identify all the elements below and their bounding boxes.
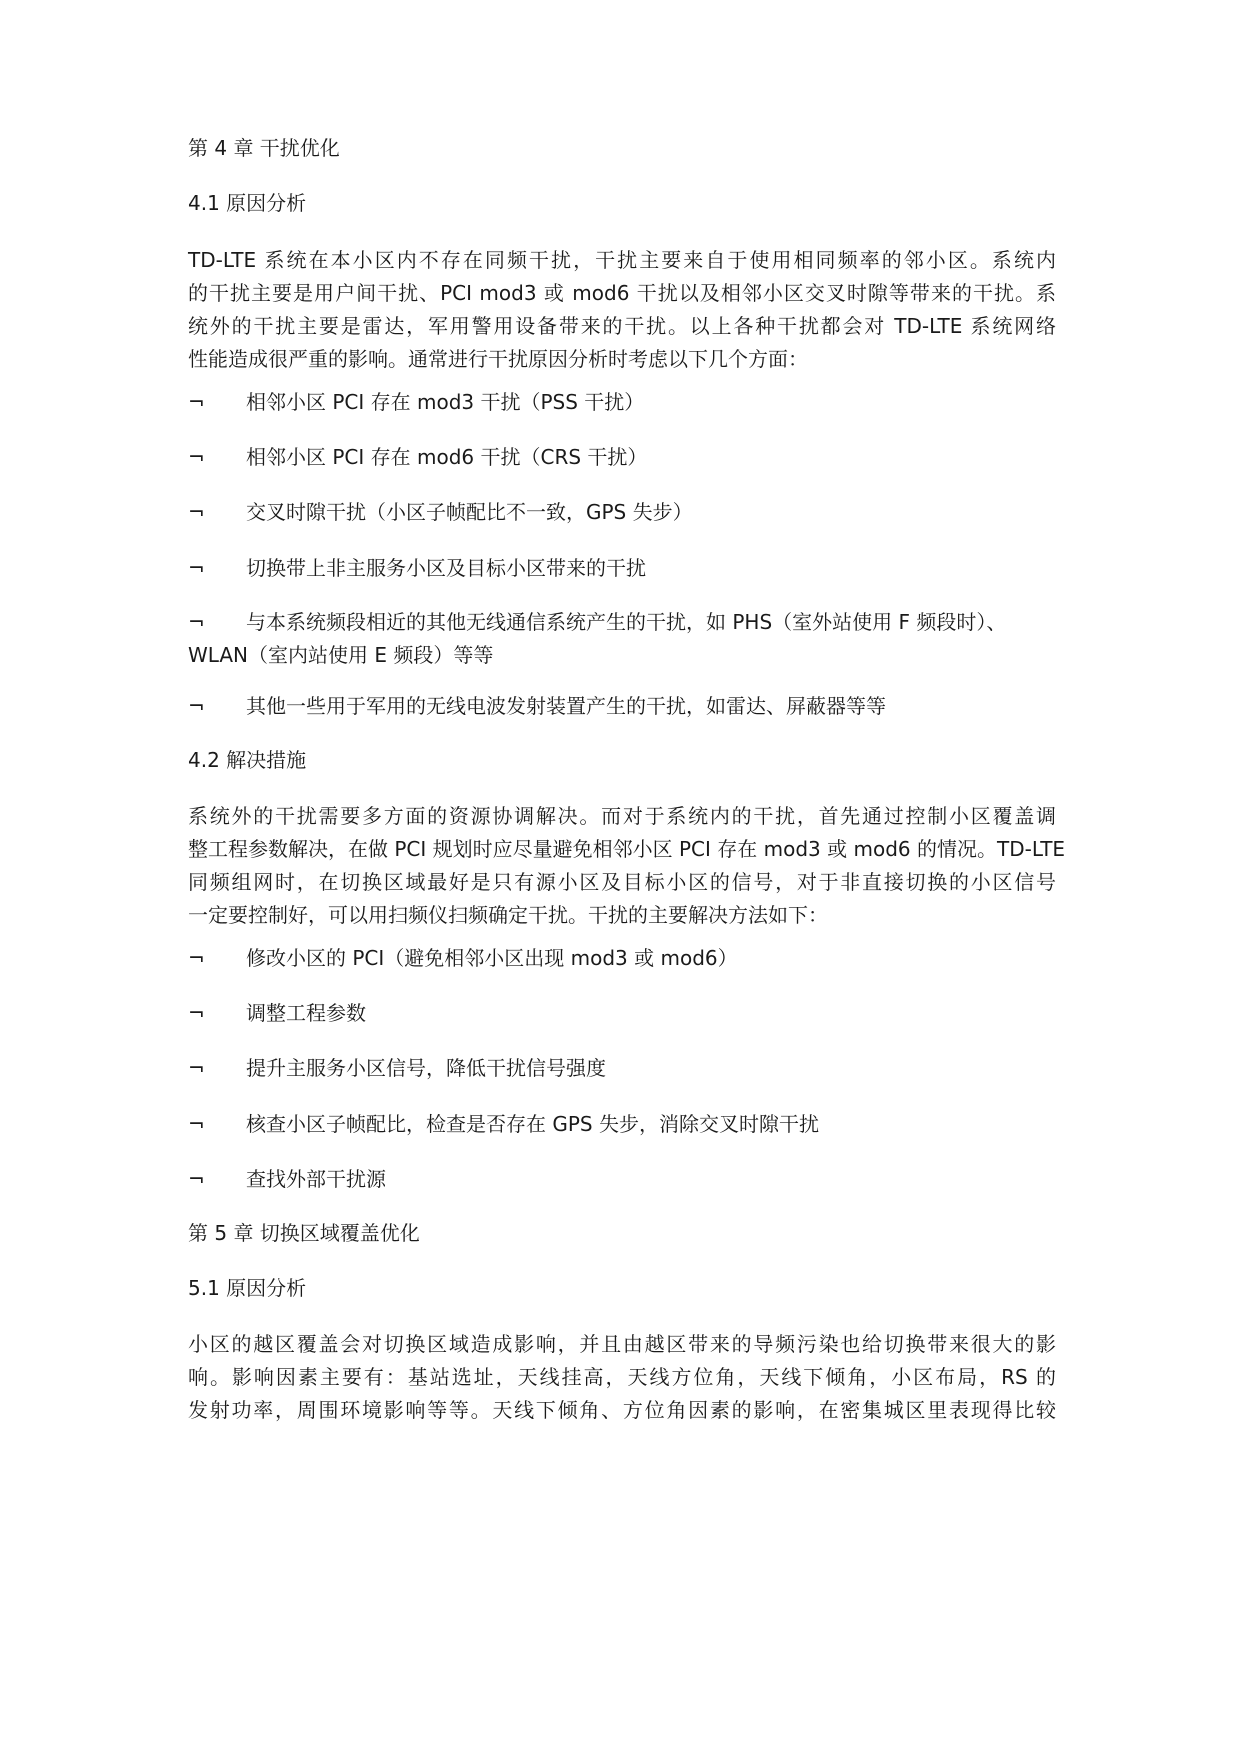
bullet-mark: ¬ bbox=[188, 556, 205, 580]
list-item bbox=[188, 690, 1056, 723]
list-item-text: 切换带上非主服务小区及目标小区带来的干扰 bbox=[246, 556, 646, 580]
list-item bbox=[188, 942, 1056, 975]
paragraph-line: 响。影响因素主要有：基站选址，天线挂高，天线方位角，天线下倾角，小区布局，RS 的 bbox=[188, 1365, 1056, 1389]
chapter-5-title: 第 5 章 切换区域覆盖优化 bbox=[188, 1221, 420, 1245]
bullet-mark: ¬ bbox=[188, 500, 205, 524]
list-item bbox=[188, 441, 1056, 474]
paragraph-line: TD-LTE 系统在本小区内不存在同频干扰，干扰主要来自于使用相同频率的邻小区。系统内 bbox=[188, 248, 1056, 272]
section-4-2-heading: 4.2 解决措施 bbox=[188, 748, 307, 772]
chapter-4-title: 第 4 章 干扰优化 bbox=[188, 136, 340, 160]
paragraph-line: 统外的干扰主要是雷达，军用警用设备带来的干扰。以上各种干扰都会对 TD-LTE 系统网络 bbox=[188, 314, 1056, 338]
paragraph-line: 整工程参数解决，在做 PCI 规划时应尽量避免相邻小区 PCI 存在 mod3 或 mod6 的情况。TD-LTE bbox=[188, 837, 1066, 861]
list-item-text: 交叉时隙干扰（小区子帧配比不一致，GPS 失步） bbox=[246, 500, 693, 524]
bullet-mark: ¬ bbox=[188, 445, 205, 469]
bullet-mark: ¬ bbox=[188, 1112, 205, 1136]
list-item-text: 其他一些用于军用的无线电波发射装置产生的干扰，如雷达、屏蔽器等等 bbox=[246, 694, 886, 718]
paragraph-line: 性能造成很严重的影响。通常进行干扰原因分析时考虑以下几个方面： bbox=[188, 347, 808, 371]
list-item bbox=[188, 1052, 1056, 1085]
bullet-mark: ¬ bbox=[188, 694, 205, 718]
bullet-mark: ¬ bbox=[188, 946, 205, 970]
bullet-mark: ¬ bbox=[188, 1001, 205, 1025]
paragraph-line: 同频组网时，在切换区域最好是只有源小区及目标小区的信号，对于非直接切换的小区信号 bbox=[188, 870, 1056, 894]
list-item-text-continuation: WLAN（室内站使用 E 频段）等等 bbox=[188, 643, 494, 667]
list-item-text: 提升主服务小区信号，降低干扰信号强度 bbox=[246, 1056, 606, 1080]
list-item bbox=[188, 1108, 1056, 1141]
list-item-text: 相邻小区 PCI 存在 mod6 干扰（CRS 干扰） bbox=[246, 445, 648, 469]
paragraph-line: 系统外的干扰需要多方面的资源协调解决。而对于系统内的干扰，首先通过控制小区覆盖调 bbox=[188, 804, 1056, 828]
list-item-text: 查找外部干扰源 bbox=[246, 1167, 386, 1191]
section-4-1-paragraph bbox=[188, 244, 1056, 376]
list-item bbox=[188, 386, 1056, 419]
list-item bbox=[188, 997, 1056, 1030]
section-4-2-paragraph bbox=[188, 800, 1066, 932]
bullet-mark: ¬ bbox=[188, 1167, 205, 1191]
list-item bbox=[188, 496, 1056, 529]
list-item bbox=[188, 552, 1056, 585]
section-5-1-paragraph bbox=[188, 1328, 1056, 1427]
list-item-text: 修改小区的 PCI（避免相邻小区出现 mod3 或 mod6） bbox=[246, 946, 738, 970]
bullet-mark: ¬ bbox=[188, 1056, 205, 1080]
bullet-mark: ¬ bbox=[188, 610, 205, 634]
list-item-text: 调整工程参数 bbox=[246, 1001, 366, 1025]
paragraph-line: 一定要控制好，可以用扫频仪扫频确定干扰。干扰的主要解决方法如下： bbox=[188, 903, 828, 927]
list-item bbox=[188, 606, 1056, 672]
list-item-text: 相邻小区 PCI 存在 mod3 干扰（PSS 干扰） bbox=[246, 390, 645, 414]
paragraph-line: 小区的越区覆盖会对切换区域造成影响，并且由越区带来的导频污染也给切换带来很大的影 bbox=[188, 1332, 1056, 1356]
section-4-1-heading: 4.1 原因分析 bbox=[188, 191, 307, 215]
list-item-text: 与本系统频段相近的其他无线通信系统产生的干扰，如 PHS（室外站使用 F 频段时）、 bbox=[246, 610, 1007, 634]
paragraph-line: 的干扰主要是用户间干扰、PCI mod3 或 mod6 干扰以及相邻小区交叉时隙等带来的干扰。系 bbox=[188, 281, 1056, 305]
list-item-text: 核查小区子帧配比，检查是否存在 GPS 失步，消除交叉时隙干扰 bbox=[246, 1112, 819, 1136]
list-item bbox=[188, 1163, 1056, 1196]
section-5-1-heading: 5.1 原因分析 bbox=[188, 1276, 307, 1300]
paragraph-line: 发射功率，周围环境影响等等。天线下倾角、方位角因素的影响，在密集城区里表现得比较 bbox=[188, 1398, 1056, 1422]
bullet-mark: ¬ bbox=[188, 390, 205, 414]
